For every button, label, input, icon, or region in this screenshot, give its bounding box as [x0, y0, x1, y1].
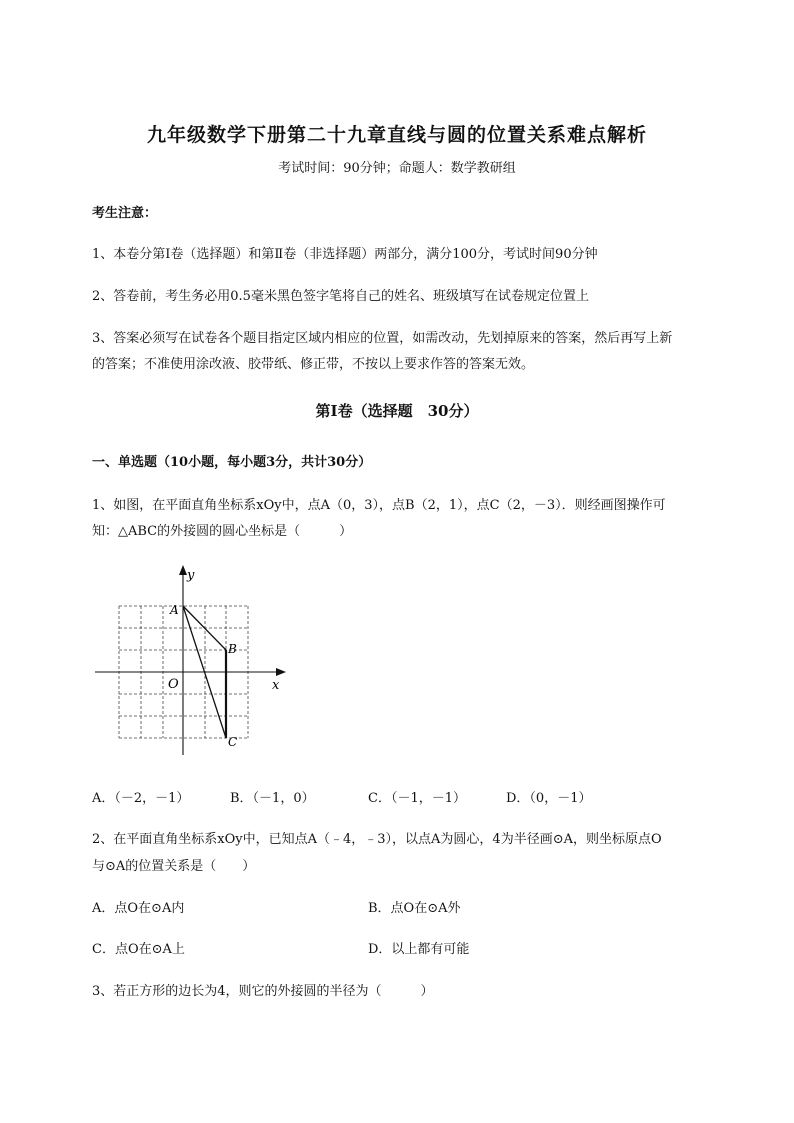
question-1-line-1: 1、如图，在平面直角坐标系xOy中，点A（0，3），点B（2，1），点C（2，－3）．则经画图操作可 [92, 498, 666, 513]
question-1-option-c[interactable]: C．（－1，－1） [368, 791, 466, 806]
question-1-option-d[interactable]: D．（0，－1） [506, 791, 592, 806]
x-axis-label: x [272, 678, 280, 693]
notice-item-3-cont: 的答案；不准使用涂改液、胶带纸、修正带，不按以上要求作答的答案无效。 [92, 357, 535, 372]
point-a-label: A [170, 603, 179, 617]
section-title: 第I卷（选择题 30分） [315, 402, 479, 420]
question-2-line-2: 与⊙A的位置关系是（ ） [92, 859, 256, 874]
question-1-option-b[interactable]: B．（－1，0） [230, 791, 315, 806]
notice-item-3: 3、答案必须写在试卷各个题目指定区域内相应的位置，如需改动，先划掉原来的答案，然后再写上新 [92, 331, 673, 346]
question-2-option-a[interactable]: A．点O在⊙A内 [92, 901, 185, 916]
page-title: 九年级数学下册第二十九章直线与圆的位置关系难点解析 [146, 124, 647, 146]
point-c-label: C [228, 735, 238, 749]
part-heading: 一、单选题（10小题，每小题3分，共计30分） [92, 455, 372, 470]
notice-item-2: 2、答卷前，考生务必用0.5毫米黑色签字笔将自己的姓名、班级填写在试卷规定位置上 [92, 289, 589, 304]
origin-label: O [168, 677, 179, 692]
question-2-line-1: 2、在平面直角坐标系xOy中，已知点A（﹣4，﹣3），以点A为圆心，4为半径画⊙A，则坐标原点O [92, 832, 662, 847]
notice-item-1: 1、本卷分第I卷（选择题）和第Ⅱ卷（非选择题）两部分，满分100分，考试时间90分钟 [92, 247, 598, 262]
question-1-line-2: 知：△ABC的外接圆的圆心坐标是（ ） [92, 524, 353, 539]
question-1-option-a[interactable]: A．（－2，－1） [92, 791, 190, 806]
question-1-figure [90, 560, 300, 760]
question-2-option-b[interactable]: B．点O在⊙A外 [368, 901, 461, 916]
notice-heading: 考生注意： [92, 206, 158, 221]
question-2-option-d[interactable]: D．以上都有可能 [368, 942, 470, 957]
question-3-line-1: 3、若正方形的边长为4，则它的外接圆的半径为（ ） [92, 984, 434, 999]
y-axis-label: y [187, 568, 195, 583]
axes [95, 565, 286, 755]
exam-info: 考试时间：90分钟；命题人：数学教研组 [278, 161, 516, 176]
point-b-label: B [228, 642, 237, 656]
question-2-option-c[interactable]: C．点O在⊙A上 [92, 942, 185, 957]
